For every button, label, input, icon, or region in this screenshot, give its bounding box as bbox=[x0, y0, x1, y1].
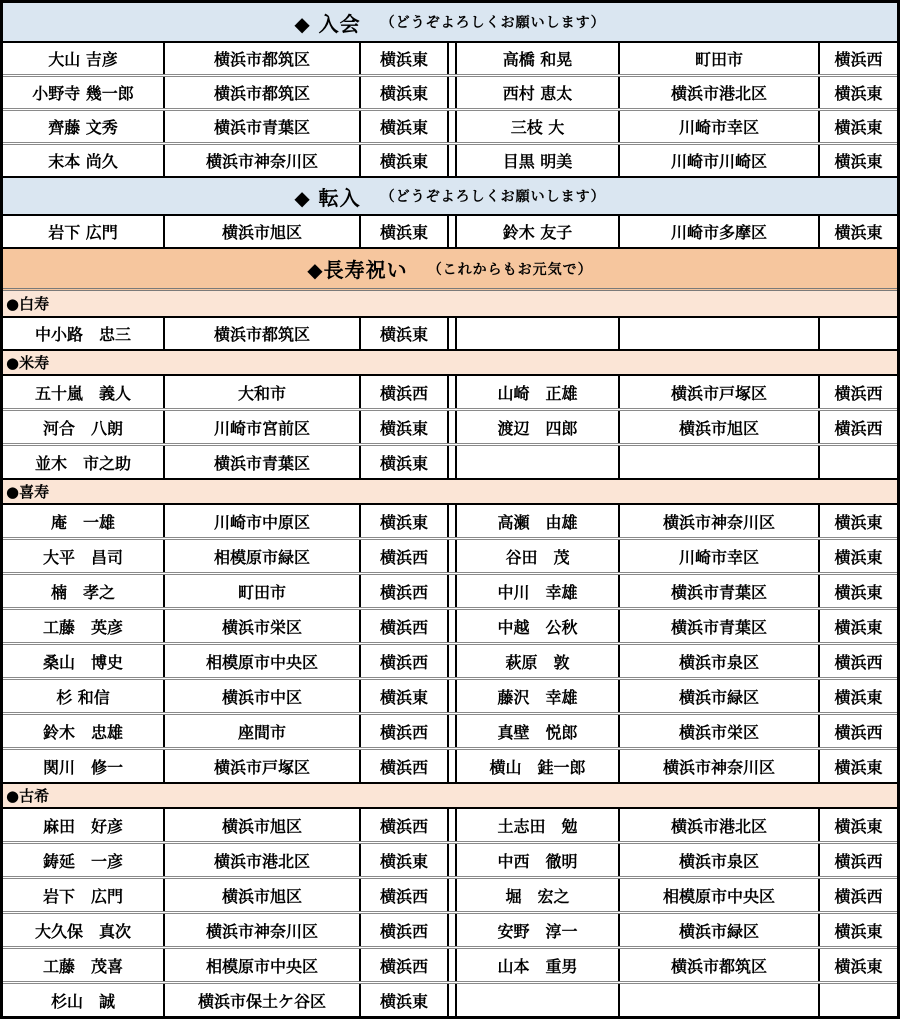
column-divider bbox=[449, 111, 457, 142]
cell-region: 横浜東 bbox=[820, 610, 897, 642]
section-note: （どうぞよろしくお願いします） bbox=[380, 189, 606, 205]
cell-name: 桑山 博史 bbox=[3, 645, 165, 677]
table-row bbox=[3, 946, 897, 981]
cell-city: 横浜市神奈川区 bbox=[165, 145, 361, 176]
table-row bbox=[3, 505, 897, 537]
cell-region: 横浜西 bbox=[820, 879, 897, 911]
cell-region: 横浜西 bbox=[361, 914, 449, 946]
table-row bbox=[3, 642, 897, 677]
cell-name: 安野 淳一 bbox=[457, 914, 620, 946]
subsection-header bbox=[3, 478, 897, 505]
cell-name: 高橋 和晃 bbox=[457, 43, 620, 74]
column-divider bbox=[449, 505, 457, 537]
cell-city: 横浜市都筑区 bbox=[165, 43, 361, 74]
cell-region: 横浜東 bbox=[361, 446, 449, 478]
cell-region bbox=[820, 318, 897, 349]
cell-city: 横浜市港北区 bbox=[620, 809, 820, 841]
column-divider bbox=[449, 844, 457, 876]
column-divider bbox=[449, 645, 457, 677]
cell-city: 横浜市旭区 bbox=[165, 216, 361, 247]
cell-region: 横浜東 bbox=[820, 809, 897, 841]
column-divider bbox=[449, 446, 457, 478]
cell-city: 座間市 bbox=[165, 715, 361, 747]
cell-name: 末本 尚久 bbox=[3, 145, 165, 176]
cell-name: 鋳延 一彦 bbox=[3, 844, 165, 876]
column-divider bbox=[449, 540, 457, 572]
cell-name: 三枝 大 bbox=[457, 111, 620, 142]
cell-region: 横浜東 bbox=[361, 43, 449, 74]
cell-city: 横浜市旭区 bbox=[165, 879, 361, 911]
cell-region: 横浜東 bbox=[820, 575, 897, 607]
rows-block bbox=[3, 43, 897, 176]
cell-region: 横浜西 bbox=[361, 715, 449, 747]
cell-city: 相模原市中央区 bbox=[165, 949, 361, 981]
cell-city bbox=[620, 446, 820, 478]
cell-region: 横浜西 bbox=[820, 43, 897, 74]
cell-city: 横浜市保土ケ谷区 bbox=[165, 984, 361, 1016]
cell-name: 真壁 悦郎 bbox=[457, 715, 620, 747]
cell-region: 横浜西 bbox=[361, 645, 449, 677]
cell-city: 横浜市港北区 bbox=[165, 844, 361, 876]
subsection-header bbox=[3, 349, 897, 376]
section-title: ◆長寿祝い bbox=[307, 258, 408, 282]
table-row bbox=[3, 318, 897, 349]
cell-city: 横浜市都筑区 bbox=[165, 77, 361, 108]
cell-city: 横浜市青葉区 bbox=[165, 111, 361, 142]
cell-city: 横浜市緑区 bbox=[620, 680, 820, 712]
cell-region: 横浜西 bbox=[820, 844, 897, 876]
cell-name: 麻田 好彦 bbox=[3, 809, 165, 841]
cell-region: 横浜東 bbox=[820, 111, 897, 142]
cell-city bbox=[620, 984, 820, 1016]
cell-name: 大久保 真次 bbox=[3, 914, 165, 946]
section-note: （これからもお元気で） bbox=[427, 261, 593, 278]
subsection-label: ●古希 bbox=[6, 787, 50, 805]
column-divider bbox=[449, 680, 457, 712]
cell-city: 横浜市中区 bbox=[165, 680, 361, 712]
cell-name: 横山 銈一郎 bbox=[457, 750, 620, 782]
cell-city: 横浜市青葉区 bbox=[165, 446, 361, 478]
cell-city: 川崎市幸区 bbox=[620, 111, 820, 142]
cell-region: 横浜東 bbox=[361, 216, 449, 247]
cell-name: 中小路 忠三 bbox=[3, 318, 165, 349]
table-row bbox=[3, 443, 897, 478]
cell-city: 横浜市都筑区 bbox=[165, 318, 361, 349]
cell-name: 鈴木 友子 bbox=[457, 216, 620, 247]
cell-name bbox=[457, 446, 620, 478]
cell-name: 高瀬 由雄 bbox=[457, 505, 620, 537]
cell-region bbox=[820, 446, 897, 478]
cell-region: 横浜東 bbox=[820, 914, 897, 946]
rows-block bbox=[3, 318, 897, 349]
table-row bbox=[3, 216, 897, 247]
table-row bbox=[3, 108, 897, 142]
cell-city: 横浜市泉区 bbox=[620, 645, 820, 677]
cell-city: 横浜市神奈川区 bbox=[620, 505, 820, 537]
cell-city: 相模原市緑区 bbox=[165, 540, 361, 572]
cell-name: 杉 和信 bbox=[3, 680, 165, 712]
table-row bbox=[3, 911, 897, 946]
cell-region: 横浜東 bbox=[361, 145, 449, 176]
cell-region: 横浜東 bbox=[361, 984, 449, 1016]
cell-name: 中西 徹明 bbox=[457, 844, 620, 876]
cell-name: 五十嵐 義人 bbox=[3, 376, 165, 408]
cell-region: 横浜東 bbox=[361, 505, 449, 537]
rows-block bbox=[3, 376, 897, 478]
cell-city: 横浜市旭区 bbox=[165, 809, 361, 841]
cell-region: 横浜西 bbox=[820, 645, 897, 677]
cell-region: 横浜東 bbox=[361, 318, 449, 349]
cell-city: 町田市 bbox=[165, 575, 361, 607]
cell-city: 横浜市旭区 bbox=[620, 411, 820, 443]
cell-region: 横浜西 bbox=[820, 376, 897, 408]
cell-region: 横浜西 bbox=[820, 715, 897, 747]
cell-name: 土志田 勉 bbox=[457, 809, 620, 841]
cell-city: 横浜市緑区 bbox=[620, 914, 820, 946]
cell-city: 横浜市栄区 bbox=[620, 715, 820, 747]
section-note: （どうぞよろしくお願いします） bbox=[380, 15, 606, 31]
column-divider bbox=[449, 77, 457, 108]
column-divider bbox=[449, 984, 457, 1016]
cell-region: 横浜東 bbox=[820, 216, 897, 247]
cell-city: 川崎市多摩区 bbox=[620, 216, 820, 247]
table-row bbox=[3, 43, 897, 74]
cell-city bbox=[620, 318, 820, 349]
subsection-label: ●米寿 bbox=[6, 354, 50, 372]
cell-region: 横浜東 bbox=[820, 949, 897, 981]
subsection-header bbox=[3, 782, 897, 809]
cell-name bbox=[457, 984, 620, 1016]
cell-name: 工藤 茂喜 bbox=[3, 949, 165, 981]
table-row bbox=[3, 712, 897, 747]
column-divider bbox=[449, 145, 457, 176]
cell-region: 横浜東 bbox=[361, 680, 449, 712]
cell-name: 庵 一雄 bbox=[3, 505, 165, 537]
cell-name: 大山 吉彦 bbox=[3, 43, 165, 74]
cell-name: 河合 八朗 bbox=[3, 411, 165, 443]
cell-name: 萩原 敦 bbox=[457, 645, 620, 677]
column-divider bbox=[449, 914, 457, 946]
table-row bbox=[3, 876, 897, 911]
cell-region: 横浜西 bbox=[361, 949, 449, 981]
cell-region: 横浜東 bbox=[820, 540, 897, 572]
cell-city: 横浜市戸塚区 bbox=[620, 376, 820, 408]
cell-region: 横浜東 bbox=[820, 505, 897, 537]
table-row bbox=[3, 841, 897, 876]
cell-region: 横浜西 bbox=[361, 879, 449, 911]
cell-city: 川崎市宮前区 bbox=[165, 411, 361, 443]
table-row bbox=[3, 677, 897, 712]
rows-block bbox=[3, 505, 897, 782]
cell-region: 横浜西 bbox=[361, 750, 449, 782]
table-row bbox=[3, 747, 897, 782]
cell-region: 横浜東 bbox=[361, 111, 449, 142]
section-header bbox=[3, 3, 897, 43]
cell-name: 小野寺 幾一郎 bbox=[3, 77, 165, 108]
cell-city: 相模原市中央区 bbox=[620, 879, 820, 911]
cell-city: 横浜市泉区 bbox=[620, 844, 820, 876]
column-divider bbox=[449, 43, 457, 74]
cell-name: 谷田 茂 bbox=[457, 540, 620, 572]
cell-region: 横浜東 bbox=[361, 77, 449, 108]
cell-region: 横浜東 bbox=[820, 680, 897, 712]
table-row bbox=[3, 376, 897, 408]
cell-name: 山崎 正雄 bbox=[457, 376, 620, 408]
rows-block bbox=[3, 216, 897, 247]
column-divider bbox=[449, 575, 457, 607]
cell-name bbox=[457, 318, 620, 349]
cell-name: 藤沢 幸雄 bbox=[457, 680, 620, 712]
rows-block bbox=[3, 809, 897, 1016]
column-divider bbox=[449, 376, 457, 408]
table-row bbox=[3, 74, 897, 108]
cell-name: 工藤 英彦 bbox=[3, 610, 165, 642]
cell-name: 堀 宏之 bbox=[457, 879, 620, 911]
cell-city: 川崎市中原区 bbox=[165, 505, 361, 537]
section-title: ◆ 転入 bbox=[294, 185, 361, 210]
cell-city: 横浜市港北区 bbox=[620, 77, 820, 108]
cell-region bbox=[820, 984, 897, 1016]
cell-name: 鈴木 忠雄 bbox=[3, 715, 165, 747]
cell-name: 渡辺 四郎 bbox=[457, 411, 620, 443]
table-row bbox=[3, 981, 897, 1016]
cell-region: 横浜西 bbox=[361, 610, 449, 642]
cell-name: 岩下 広門 bbox=[3, 216, 165, 247]
cell-name: 岩下 広門 bbox=[3, 879, 165, 911]
cell-region: 横浜東 bbox=[820, 750, 897, 782]
cell-name: 大平 昌司 bbox=[3, 540, 165, 572]
cell-name: 山本 重男 bbox=[457, 949, 620, 981]
column-divider bbox=[449, 411, 457, 443]
cell-name: 楠 孝之 bbox=[3, 575, 165, 607]
table-row bbox=[3, 607, 897, 642]
cell-city: 川崎市幸区 bbox=[620, 540, 820, 572]
cell-city: 横浜市都筑区 bbox=[620, 949, 820, 981]
cell-region: 横浜東 bbox=[820, 145, 897, 176]
cell-city: 横浜市神奈川区 bbox=[165, 914, 361, 946]
cell-name: 中川 幸雄 bbox=[457, 575, 620, 607]
table-row bbox=[3, 142, 897, 176]
cell-city: 横浜市栄区 bbox=[165, 610, 361, 642]
cell-city: 大和市 bbox=[165, 376, 361, 408]
subsection-header bbox=[3, 291, 897, 318]
cell-region: 横浜西 bbox=[361, 809, 449, 841]
column-divider bbox=[449, 715, 457, 747]
cell-city: 川崎市川崎区 bbox=[620, 145, 820, 176]
column-divider bbox=[449, 750, 457, 782]
cell-region: 横浜西 bbox=[361, 575, 449, 607]
cell-region: 横浜東 bbox=[361, 411, 449, 443]
section-header bbox=[3, 247, 897, 291]
cell-name: 関川 修一 bbox=[3, 750, 165, 782]
cell-region: 横浜西 bbox=[361, 376, 449, 408]
cell-name: 西村 恵太 bbox=[457, 77, 620, 108]
column-divider bbox=[449, 949, 457, 981]
cell-city: 横浜市青葉区 bbox=[620, 610, 820, 642]
table-row bbox=[3, 408, 897, 443]
cell-region: 横浜東 bbox=[361, 844, 449, 876]
cell-region: 横浜東 bbox=[820, 77, 897, 108]
table-row bbox=[3, 809, 897, 841]
cell-city: 横浜市戸塚区 bbox=[165, 750, 361, 782]
section-title: ◆ 入会 bbox=[294, 11, 361, 36]
cell-city: 相模原市中央区 bbox=[165, 645, 361, 677]
cell-region: 横浜西 bbox=[361, 540, 449, 572]
table-row bbox=[3, 572, 897, 607]
section-header bbox=[3, 176, 897, 216]
column-divider bbox=[449, 610, 457, 642]
column-divider bbox=[449, 809, 457, 841]
cell-region: 横浜西 bbox=[820, 411, 897, 443]
table-row bbox=[3, 537, 897, 572]
column-divider bbox=[449, 216, 457, 247]
column-divider bbox=[449, 879, 457, 911]
subsection-label: ●喜寿 bbox=[6, 483, 50, 501]
cell-city: 町田市 bbox=[620, 43, 820, 74]
column-divider bbox=[449, 318, 457, 349]
cell-name: 目黒 明美 bbox=[457, 145, 620, 176]
cell-name: 齊藤 文秀 bbox=[3, 111, 165, 142]
cell-name: 中越 公秋 bbox=[457, 610, 620, 642]
cell-name: 並木 市之助 bbox=[3, 446, 165, 478]
subsection-label: ●白寿 bbox=[6, 295, 50, 313]
cell-name: 杉山 誠 bbox=[3, 984, 165, 1016]
cell-city: 横浜市青葉区 bbox=[620, 575, 820, 607]
cell-city: 横浜市神奈川区 bbox=[620, 750, 820, 782]
